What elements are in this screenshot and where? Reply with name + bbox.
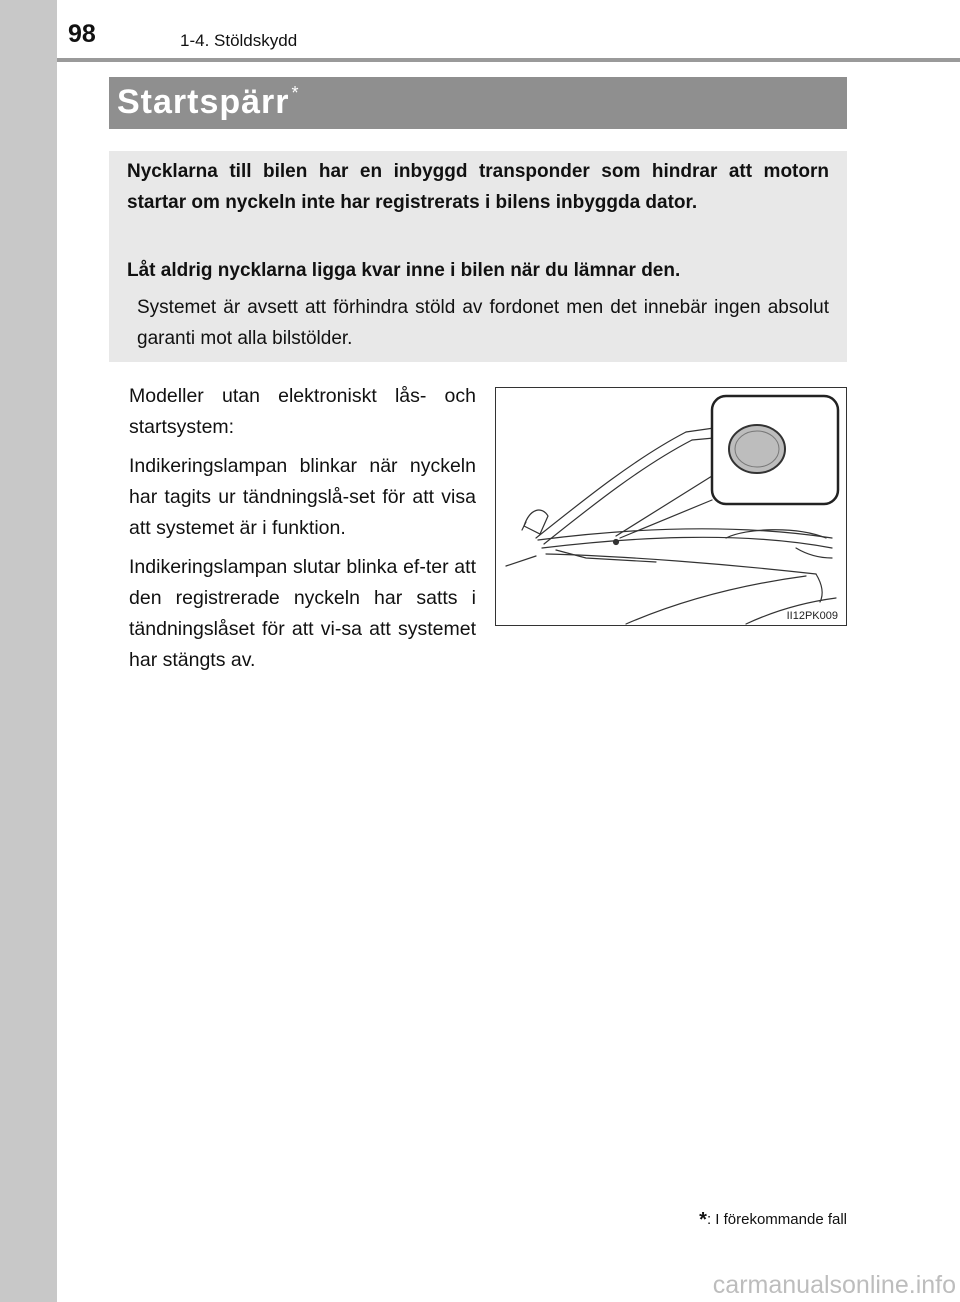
section-title-bar xyxy=(109,77,847,129)
indicator-light-figure xyxy=(495,387,847,626)
footnote-marker: * xyxy=(699,1209,707,1231)
body-paragraph-stop-blinking: Indikeringslampan slutar blinka ef-ter att den registrerade nyckeln har satts i tändningslåset för att vi-sa att systemet har stängts av. xyxy=(129,556,476,671)
page-sidebar-tab xyxy=(0,0,57,1302)
body-paragraph-blinking: Indikeringslampan blinkar när nyckeln har tagits ur tändningslå-set för att visa att systemet är i funktion. xyxy=(129,455,476,539)
watermark: carmanualsonline.info xyxy=(712,1271,956,1299)
summary-paragraph-transponder: Nycklarna till bilen har en inbyggd transponder som hindrar att motorn startar om nyckeln inte har registrerats i bilens inbyggda dator. xyxy=(127,161,829,213)
title-footnote-marker: * xyxy=(291,83,300,103)
summary-note: Systemet är avsett att förhindra stöld av fordonet men det innebär ingen absolut garanti mot alla bilstölder. xyxy=(137,297,829,349)
page-number: 98 xyxy=(68,20,96,48)
dashboard-illustration-icon xyxy=(496,388,846,625)
body-paragraph-models: Modeller utan elektroniskt lås- och startsystem: xyxy=(129,385,476,438)
figure-code: II12PK009 xyxy=(786,610,838,622)
page-title-text: Startspärr xyxy=(117,83,290,121)
section-label: 1-4. Stöldskydd xyxy=(180,31,298,50)
body-text-column xyxy=(129,381,476,684)
footnote-text: : I förekommande fall xyxy=(706,1211,847,1228)
header-divider xyxy=(57,58,960,62)
summary-paragraph-warning: Låt aldrig nycklarna ligga kvar inne i bilen när du lämnar den. xyxy=(127,260,681,281)
page-title xyxy=(117,83,300,122)
summary-box xyxy=(109,151,847,362)
footnote xyxy=(699,1209,847,1232)
